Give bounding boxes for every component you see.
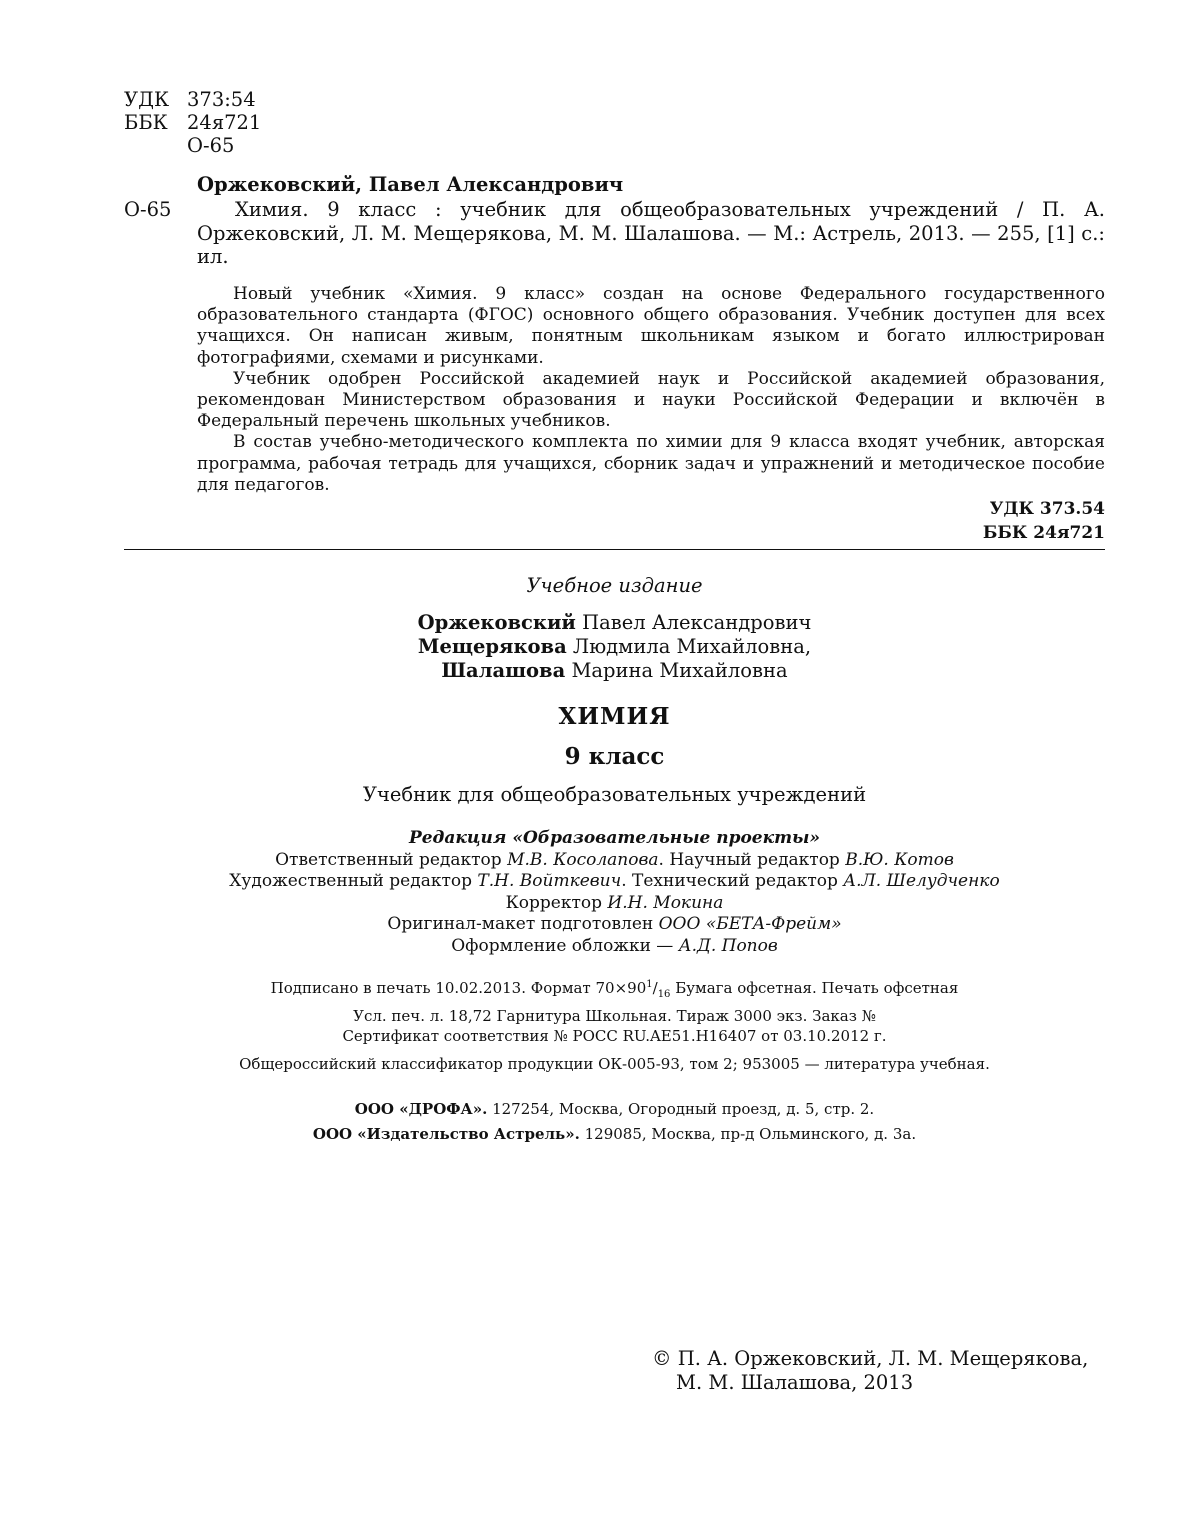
proofreader-label: Корректор xyxy=(505,892,603,913)
publisher-line xyxy=(124,1097,1105,1122)
author-name: Павел Александрович xyxy=(582,611,812,634)
credits-line xyxy=(124,936,1105,958)
publisher-name: ООО «ДРОФА». xyxy=(354,1100,488,1118)
udc-value: 373:54 xyxy=(187,88,256,111)
credits xyxy=(124,828,1105,957)
author-name: Марина Михайловна xyxy=(571,659,788,682)
bib-code: О-65 xyxy=(124,198,172,221)
edition-label: Учебное издание xyxy=(526,574,703,597)
author-code-row xyxy=(124,134,261,157)
udc-label: УДК xyxy=(124,88,170,111)
signed-suffix: Бумага офсетная. Печать офсетная xyxy=(675,979,959,997)
credits-line: Художественный редактор Т.Н. Войткевич. Технический редактор А.Л. Шелудченко xyxy=(229,871,1000,891)
credits-line xyxy=(124,914,1105,936)
sci-editor: В.Ю. Котов xyxy=(845,849,954,870)
bbk-value: 24я721 xyxy=(187,111,262,134)
annotation xyxy=(197,284,1105,496)
credits-line xyxy=(124,893,1105,915)
cover-by: А.Д. Попов xyxy=(678,935,778,956)
imprint-line: Подписано в печать 10.02.2013. Формат $70\times 90^1/_{16}$ Бумага офсетная. Печать офсетная xyxy=(270,979,959,1000)
publishers xyxy=(124,1097,1105,1147)
author-name: Людмила Михайловна, xyxy=(572,635,812,658)
tech-editor: А.Л. Шелудченко xyxy=(843,871,1000,891)
author-line xyxy=(124,611,1105,635)
imprint-line: Усл. печ. л. 18,72 Гарнитура Школьная. Тираж 3000 экз. Заказ № xyxy=(353,1006,876,1025)
imprint xyxy=(124,975,1105,1026)
certificate: Сертификат соответствия № РОСС RU.AE51.H16407 от 03.10.2012 г. xyxy=(342,1027,887,1045)
cover-label: Оформление обложки — xyxy=(451,935,674,956)
author-line xyxy=(124,635,1105,659)
author-surname: Оржековский xyxy=(417,611,576,634)
annotation-paragraph: В состав учебно-методического комплекта по химии для 9 класса входят учебник, авторская программа, рабочая тетрадь для учащихся, сборник задач и упражнений и методическое пособие для педагогов. xyxy=(197,432,1105,495)
author-line xyxy=(124,659,1105,683)
sci-editor-label: Научный редактор xyxy=(669,849,840,870)
bbk-row xyxy=(124,111,261,134)
art-editor-label: Художественный редактор xyxy=(229,871,472,891)
annotation-paragraph: Учебник одобрен Российской академией наук и Российской академией образования, рекомендован Министерством образования и науки Российской Федерации и включён в Федеральный перечень школьных учебников. xyxy=(197,368,1105,432)
layout-by: ООО «БЕТА-Фрейм» xyxy=(658,914,842,934)
resp-editor: М.В. Косолапова xyxy=(507,849,659,870)
tech-editor-label: Технический редактор xyxy=(632,871,838,891)
book-grade: 9 класс xyxy=(564,743,665,770)
udc-row xyxy=(124,88,261,111)
copyright xyxy=(652,1347,1088,1394)
credits-line: Ответственный редактор М.В. Косолапова. Научный редактор В.Ю. Котов xyxy=(275,849,954,870)
format-denominator: 16 xyxy=(657,989,671,1000)
udc-code: УДК 373.54 xyxy=(989,499,1105,519)
publisher-name: ООО «Издательство Астрель». xyxy=(312,1125,580,1143)
resp-editor-label: Ответственный редактор xyxy=(275,849,502,870)
book-title: ХИМИЯ xyxy=(558,703,671,730)
publisher-address: 129085, Москва, пр-д Ольминского, д. 3а. xyxy=(584,1125,917,1143)
publisher-line xyxy=(124,1122,1105,1147)
editorial-office: Редакция «Образовательные проекты» xyxy=(408,828,821,848)
annotation-paragraph: Новый учебник «Химия. 9 класс» создан на основе Федерального государственного образовательного стандарта (ФГОС) основного общего образования. Учебник доступен для всех учащихся. Он написан живым, понятным школьникам языком и богато иллюстрирован фотографиями, схемами и рисунками. xyxy=(197,284,1105,368)
author-heading: Оржековский, Павел Александрович xyxy=(197,173,624,196)
copyright-line: М. М. Шалашова, 2013 xyxy=(676,1370,914,1394)
layout-label: Оригинал-макет подготовлен xyxy=(387,914,654,934)
divider xyxy=(124,549,1105,550)
udc-bbk-block xyxy=(983,498,1105,545)
signed-prefix: Подписано в печать 10.02.2013. Формат 70×90 xyxy=(270,979,647,997)
proofreader: И.Н. Мокина xyxy=(607,892,724,913)
classification-codes xyxy=(124,88,261,157)
author-surname: Шалашова xyxy=(441,659,566,682)
authors-list xyxy=(124,611,1105,683)
okp-classifier: Общероссийский классификатор продукции ОК-005-93, том 2; 953005 — литература учебная. xyxy=(239,1055,990,1073)
author-surname: Мещерякова xyxy=(417,635,567,658)
bbk-code: ББК 24я721 xyxy=(982,522,1105,543)
copyright-line: © П. А. Оржековский, Л. М. Мещерякова, xyxy=(652,1347,1089,1370)
format-numerator: 1 xyxy=(646,979,653,990)
publisher-address: 127254, Москва, Огородный проезд, д. 5, стр. 2. xyxy=(492,1100,875,1118)
bbk-label: ББК xyxy=(124,111,168,134)
art-editor: Т.Н. Войткевич xyxy=(477,871,622,891)
author-code: О-65 xyxy=(187,134,235,157)
bib-description: Химия. 9 класс : учебник для общеобразовательных учреждений / П. А. Оржековский, Л. М. Мещерякова, М. М. Шалашова. — М.: Астрель, 2013. — 255, [1] с.: ил. xyxy=(197,198,1105,268)
book-subtitle: Учебник для общеобразовательных учреждений xyxy=(362,783,867,806)
